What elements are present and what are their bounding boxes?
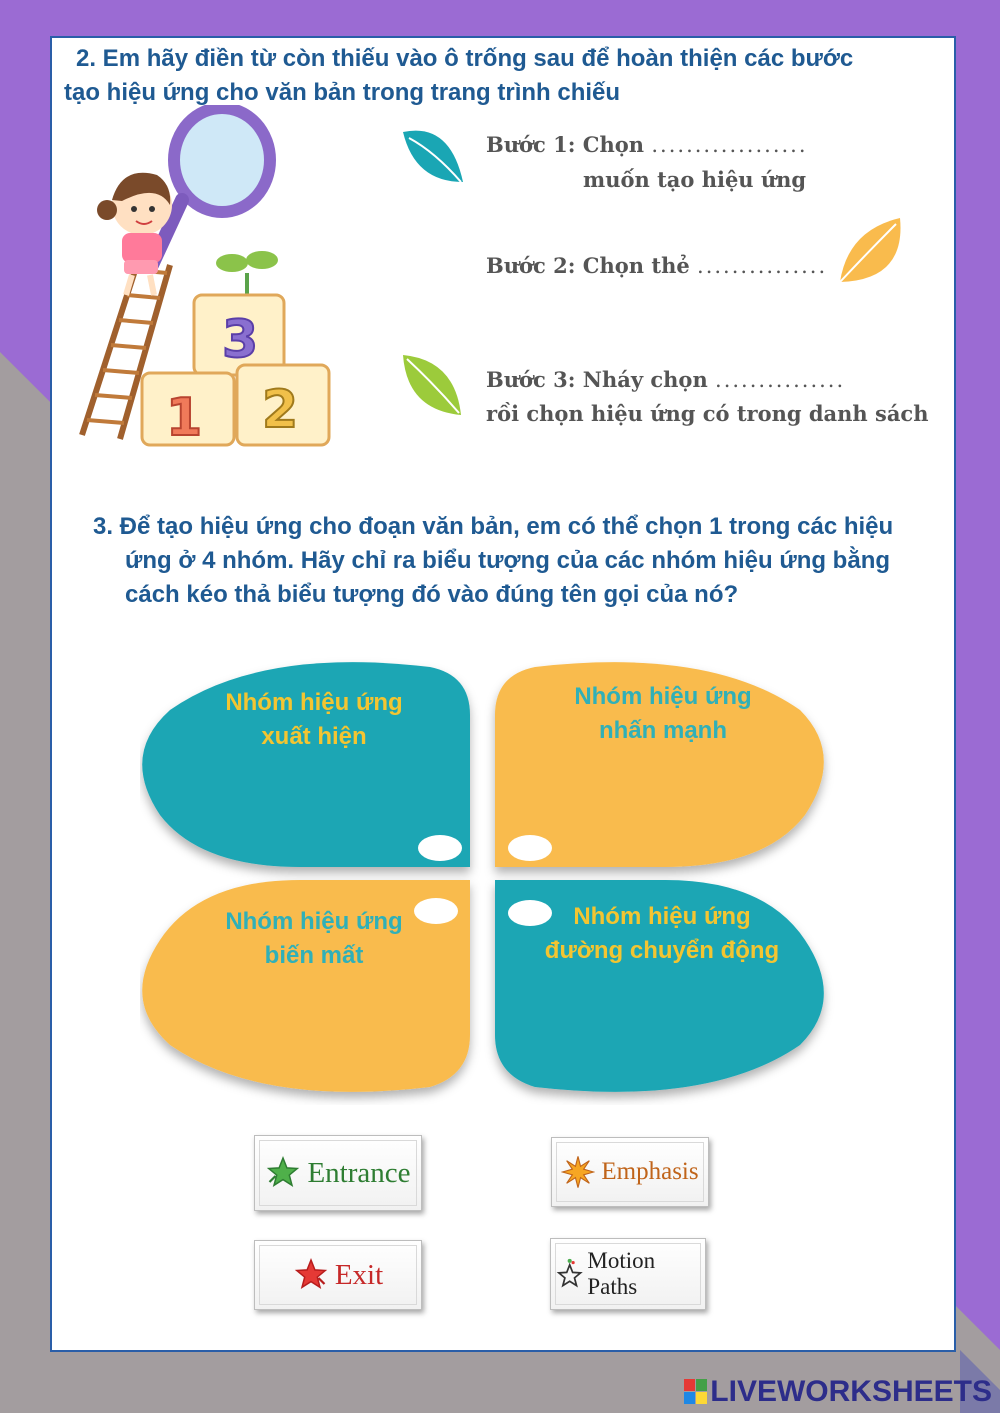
svg-text:3: 3	[222, 310, 259, 370]
orange-leaf-icon	[830, 210, 910, 290]
question-2-line-1: 2. Em hãy điền từ còn thiếu vào ô trống sau để hoàn thiện các bước	[76, 45, 854, 72]
step-1-blank[interactable]: ..................	[651, 133, 808, 157]
question-2-line-2: tạo hiệu ứng cho văn bản trong trang trình chiếu	[64, 79, 621, 106]
burst-star-icon	[561, 1155, 595, 1189]
emphasis-tile-inner	[556, 1142, 704, 1202]
question-3-line-2: ứng ở 4 nhóm. Hãy chỉ ra biểu tượng của các nhóm hiệu ứng bằng	[125, 547, 891, 574]
question-2-title	[64, 42, 853, 110]
step-2	[486, 249, 827, 283]
emphasis-tile[interactable]	[551, 1137, 709, 1207]
outline-star-icon	[556, 1257, 583, 1291]
question-3-line-1: 3. Để tạo hiệu ứng cho đoạn văn bản, em có thể chọn 1 trong các hiệu	[93, 513, 894, 540]
step-3-continuation: rồi chọn hiệu ứng có trong danh sách	[486, 401, 929, 426]
exit-tile-label: Exit	[334, 1258, 384, 1291]
step-3-label: Bước 3: Nháy chọn	[486, 367, 708, 392]
question-3-line-3: cách kéo thả biểu tượng đó vào đúng tên gọi của nó?	[125, 581, 739, 608]
teal-leaf-icon	[395, 112, 475, 192]
step-3-blank[interactable]: ...............	[715, 368, 846, 392]
exit-tile[interactable]	[254, 1240, 422, 1310]
liveworksheets-logo-text: LIVEWORKSHEETS	[710, 1375, 992, 1408]
emphasis-tile-label: Emphasis	[601, 1158, 699, 1185]
svg-text:1: 1	[166, 388, 203, 448]
group-motion-line-1: Nhóm hiệu ứng	[573, 903, 751, 930]
group-emphasis-line-2: nhấn mạnh	[598, 717, 727, 744]
question-3-title	[93, 510, 893, 612]
motion-paths-tile[interactable]	[550, 1238, 706, 1310]
drop-target-entrance[interactable]	[418, 835, 462, 861]
red-star-icon	[293, 1257, 329, 1293]
step-1-label: Bước 1: Chọn	[486, 132, 645, 157]
group-entrance-line-1: Nhóm hiệu ứng	[225, 689, 403, 716]
svg-text:2: 2	[262, 380, 299, 440]
group-emphasis-label	[553, 680, 773, 748]
exit-tile-inner	[259, 1245, 417, 1305]
liveworksheets-logo-icon	[684, 1379, 708, 1405]
motion-paths-tile-label: Motion Paths	[587, 1248, 656, 1299]
entrance-tile[interactable]	[254, 1135, 422, 1211]
group-motion-label	[532, 900, 792, 968]
entrance-tile-label: Entrance	[307, 1156, 411, 1189]
step-3	[486, 363, 845, 397]
motion-paths-tile-inner	[555, 1243, 701, 1305]
group-entrance-line-2: xuất hiện	[261, 723, 367, 750]
group-exit-line-2: biến mất	[264, 942, 364, 969]
group-exit-label	[204, 905, 424, 973]
green-leaf-icon	[395, 345, 475, 425]
group-emphasis-line-1: Nhóm hiệu ứng	[574, 683, 752, 710]
drop-target-emphasis[interactable]	[508, 835, 552, 861]
group-exit-line-1: Nhóm hiệu ứng	[225, 908, 403, 935]
step-1-continuation: muốn tạo hiệu ứng	[583, 167, 807, 192]
liveworksheets-logo[interactable]	[684, 1375, 992, 1409]
entrance-tile-inner	[259, 1140, 417, 1206]
step-2-blank[interactable]: ...............	[697, 254, 828, 278]
group-motion-line-2: đường chuyển động	[544, 937, 780, 964]
green-star-icon	[265, 1155, 301, 1191]
step-1	[486, 128, 808, 162]
step-2-label: Bước 2: Chọn thẻ	[486, 253, 690, 278]
girl-ladder-blocks-illustration	[62, 105, 352, 450]
group-entrance-label	[204, 686, 424, 754]
